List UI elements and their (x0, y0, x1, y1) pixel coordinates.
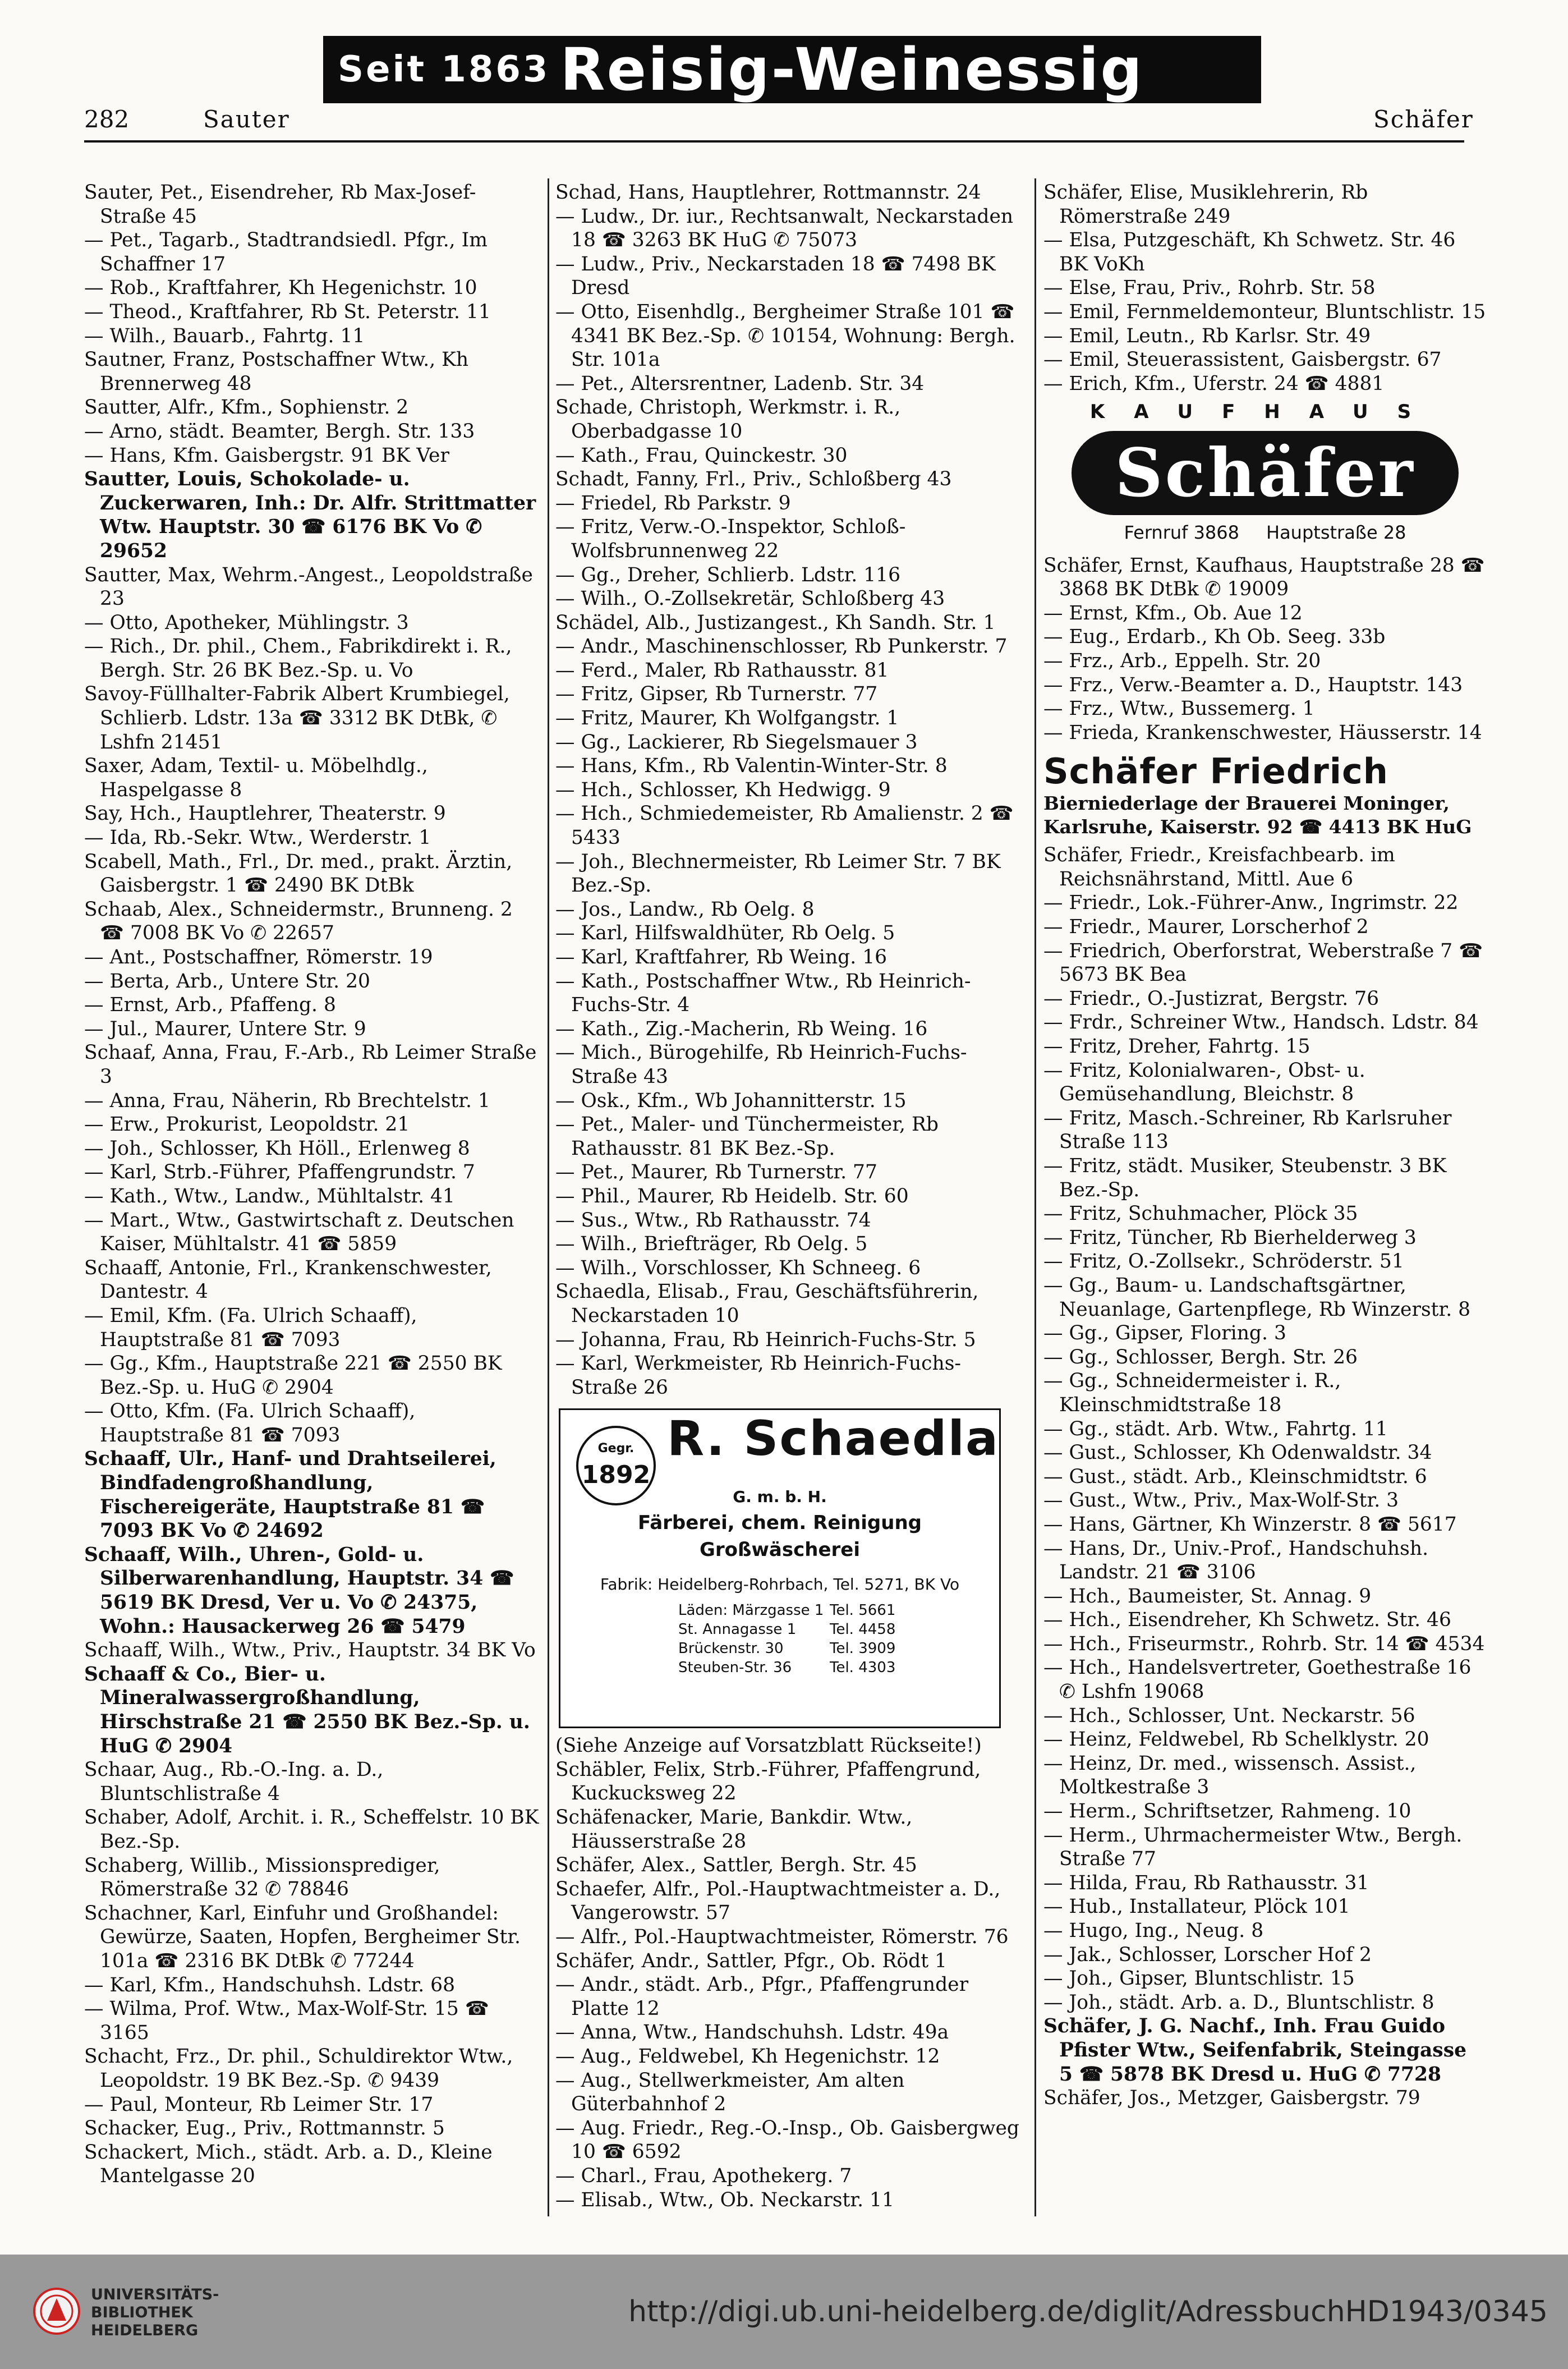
directory-entry: — Ida, Rb.-Sekr. Wtw., Werderstr. 1 (84, 827, 431, 850)
directory-entry: — Fritz, Maurer, Kh Wolfgangstr. 1 (555, 707, 899, 730)
shop-phone: Tel. 3909 (830, 1640, 896, 1658)
directory-entry: — Else, Frau, Priv., Rohrb. Str. 58 (1043, 277, 1376, 300)
directory-entry: — Anna, Frau, Näherin, Rb Brechtelstr. 1 (84, 1089, 490, 1112)
column-divider (548, 178, 549, 2216)
directory-entry: Schaaff, Ulr., Hanf- und Drahtseilerei, Bindfadengroßhandlung, Fischereigeräte, Hauptstraße 81 ☎ 7093 BK Vo ✆ 24692 (84, 1448, 496, 1542)
banner-since: Seit 1863 (338, 49, 550, 90)
directory-entry: — Gg., Dreher, Schlierb. Ldstr. 116 (555, 563, 901, 586)
directory-entry: Schaefer, Alfr., Pol.-Hauptwachtmeister a. D., Vangerowstr. 57 (555, 1877, 1001, 1925)
directory-entry: — Fritz, städt. Musiker, Steubenstr. 3 BK Bez.-Sp. (1043, 1155, 1447, 1201)
directory-entry: — Rich., Dr. phil., Chem., Fabrikdirekt i. R., Bergh. Str. 26 BK Bez.-Sp. u. Vo (84, 635, 512, 682)
directory-entry: — Phil., Maurer, Rb Heidelb. Str. 60 (555, 1184, 909, 1208)
directory-entry: — Jul., Maurer, Untere Str. 9 (84, 1017, 366, 1040)
shop-phone: Tel. 5661 (830, 1602, 896, 1619)
directory-entry: — Mich., Bürogehilfe, Rb Heinrich-Fuchs-Straße 43 (555, 1041, 967, 1088)
directory-entry: — Ferd., Maler, Rb Rathausstr. 81 (555, 659, 889, 682)
directory-entry: — Gg., städt. Arb. Wtw., Fahrtg. 11 (1043, 1417, 1388, 1440)
directory-entry: — Wilma, Prof. Wtw., Max-Wolf-Str. 15 ☎ 3165 (84, 1998, 489, 2044)
directory-entry: — Fritz, Dreher, Fahrtg. 15 (1043, 1035, 1311, 1058)
entry-list (1043, 181, 1487, 396)
directory-entry: — Wilh., O.-Zollsekretär, Schloßberg 43 (555, 587, 945, 610)
directory-entry: — Hch., Baumeister, St. Annag. 9 (1043, 1585, 1372, 1608)
directory-entry: — Emil, Leutn., Rb Karlsr. Str. 49 (1043, 324, 1371, 347)
ad-factory-line: Fabrik: Heidelberg-Rohrbach, Tel. 5271, BK Vo (600, 1575, 960, 1594)
ad-kaufhaus-label: KAUFHAUS (1089, 401, 1441, 424)
directory-entry: — Friedrich, Oberforstrat, Weberstraße 7 ☎ 5673 BK Bea (1043, 939, 1483, 986)
directory-entry: — Rob., Kraftfahrer, Kh Hegenichstr. 10 (84, 277, 477, 300)
directory-entry: — Kath., Frau, Quinckestr. 30 (555, 444, 848, 467)
directory-entry: — Hch., Eisendreher, Kh Schwetz. Str. 46 (1043, 1609, 1451, 1632)
directory-entry: — Hans, Dr., Univ.-Prof., Handschuhsh. Landstr. 21 ☎ 3106 (1043, 1537, 1429, 1584)
directory-entry: — Aug., Feldwebel, Kh Hegenichstr. 12 (555, 2045, 940, 2068)
ad-services: Färberei, chem. Reinigung (637, 1512, 922, 1535)
directory-entry: — Friedr., Lok.-Führer-Anw., Ingrimstr. 22 (1043, 892, 1459, 915)
directory-entry: — Mart., Wtw., Gastwirtschaft z. Deutschen Kaiser, Mühltalstr. 41 ☎ 5859 (84, 1209, 514, 1256)
directory-entry: — Frz., Wtw., Bussemerg. 1 (1043, 697, 1315, 720)
directory-entry: Schaaff, Wilh., Uhren-, Gold- u. Silberwarenhandlung, Hauptstr. 34 ☎ 5619 BK Dresd, Ver u. Vo ✆ 24375, Wohn.: Hausackerweg 26 ☎ 5479 (84, 1543, 514, 1638)
directory-entry: Schad, Hans, Hauptlehrer, Rottmannstr. 24 (555, 181, 981, 204)
directory-entry: Schaaff & Co., Bier- u. Mineralwassergroßhandlung, Hirschstraße 21 ☎ 2550 BK Bez.-Sp. u. HuG ✆ 2904 (84, 1663, 530, 1757)
directory-entry: — Emil, Steuerassistent, Gaisbergstr. 67 (1043, 348, 1442, 371)
directory-entry: — Anna, Wtw., Handschuhsh. Ldstr. 49a (555, 2021, 949, 2044)
ad-address: Hauptstraße 28 (1266, 521, 1406, 543)
directory-entry: — Hans, Kfm., Rb Valentin-Winter-Str. 8 (555, 755, 948, 778)
shop-row (678, 1639, 931, 1658)
directory-entry: — Pet., Maurer, Rb Turnerstr. 77 (555, 1161, 877, 1184)
directory-entry: Schaedla, Elisab., Frau, Geschäftsführerin, Neckarstaden 10 (555, 1280, 979, 1327)
directory-entry: — Karl, Werkmeister, Rb Heinrich-Fuchs-Straße 26 (555, 1352, 962, 1399)
kaufhaus-schaefer-advertisement (1043, 400, 1487, 544)
directory-entry: — Sus., Wtw., Rb Rathausstr. 74 (555, 1209, 871, 1232)
directory-entry: Schäfer, J. G. Nachf., Inh. Frau Guido Pfister Wtw., Seifenfabrik, Steingasse 5 ☎ 5878 BK Dresd u. HuG ✆ 7728 (1043, 2015, 1467, 2086)
directory-entry: — Karl, Kraftfahrer, Rb Weing. 16 (555, 946, 888, 968)
directory-entry: — Frieda, Krankenschwester, Häusserstr. 14 (1043, 721, 1482, 744)
directory-entry: — Fritz, Gipser, Rb Turnerstr. 77 (555, 683, 878, 706)
directory-entry: Schäfer, Jos., Metzger, Gaisbergstr. 79 (1043, 2087, 1420, 2110)
shop-row (678, 1658, 931, 1677)
directory-entry: — Friedr., Maurer, Lorscherhof 2 (1043, 916, 1369, 939)
shop-address: Läden: Märzgasse 1 (678, 1602, 824, 1619)
directory-entry: — Osk., Kfm., Wb Johannitterstr. 15 (555, 1089, 907, 1112)
ad-phone: Fernruf 3868 (1124, 521, 1239, 543)
schaedla-advertisement (559, 1408, 1001, 1728)
source-url-link[interactable]: http://digi.ub.uni-heidelberg.de/diglit/AdressbuchHD1943/0345 (628, 2295, 1548, 2329)
directory-entry: — Jak., Schlosser, Lorscher Hof 2 (1043, 1943, 1372, 1966)
directory-entry: Schade, Christoph, Werkmstr. i. R., Oberbadgasse 10 (555, 396, 901, 443)
footer-bar (0, 2255, 1568, 2369)
directory-entry: — Otto, Eisenhdlg., Bergheimer Straße 101 ☎ 4341 BK Bez.-Sp. ✆ 10154, Wohnung: Bergh. Str. 101a (555, 300, 1015, 371)
column-3 (1043, 181, 1487, 2110)
directory-entry: Sauter, Pet., Eisendreher, Rb Max-Josef-Straße 45 (84, 181, 476, 228)
directory-entry: — Arno, städt. Beamter, Bergh. Str. 133 (84, 420, 475, 443)
directory-entry: Scabell, Math., Frl., Dr. med., prakt. Ärztin, Gaisbergstr. 1 ☎ 2490 BK DtBk (84, 850, 513, 897)
directory-entry: — Frz., Verw.-Beamter a. D., Hauptstr. 143 (1043, 673, 1463, 696)
ad-title: Schäfer Friedrich (1043, 751, 1388, 792)
entry-list (84, 181, 540, 2188)
directory-entry: — Gg., Lackierer, Rb Siegelsmauer 3 (555, 731, 918, 754)
directory-entry: Schaaf, Anna, Frau, F.-Arb., Rb Leimer Straße 3 (84, 1041, 537, 1088)
directory-entry: — Hans, Gärtner, Kh Winzerstr. 8 ☎ 5617 (1043, 1513, 1457, 1536)
directory-entry: Sautner, Franz, Postschaffner Wtw., Kh Brennerweg 48 (84, 348, 469, 395)
running-head-right: Schäfer (1373, 105, 1474, 133)
directory-entry: — Fritz, Masch.-Schreiner, Rb Karlsruher Straße 113 (1043, 1107, 1452, 1154)
directory-entry: — Karl, Strb.-Führer, Pfaffengrundstr. 7 (84, 1161, 475, 1184)
directory-entry: — Jos., Landw., Rb Oelg. 8 (555, 898, 815, 921)
directory-entry: — Elsa, Putzgeschäft, Kh Schwetz. Str. 46 BK VoKh (1043, 229, 1456, 276)
directory-entry: — Gg., Kfm., Hauptstraße 221 ☎ 2550 BK Bez.-Sp. u. HuG ✆ 2904 (84, 1352, 502, 1399)
directory-entry: — Joh., städt. Arb. a. D., Bluntschlistr. 8 (1043, 1991, 1434, 2014)
entry-list (555, 181, 1021, 1399)
directory-entry: — Fritz, Verw.-O.-Inspektor, Schloß-Wolfsbrunnenweg 22 (555, 516, 906, 562)
directory-entry: Schaberg, Willib., Missionsprediger, Römerstraße 32 ✆ 78846 (84, 1854, 440, 1901)
ad-legal-form: G. m. b. H. (733, 1487, 827, 1507)
directory-entry: — Kath., Postschaffner Wtw., Rb Heinrich-Fuchs-Str. 4 (555, 970, 971, 1017)
directory-entry: — Fritz, O.-Zollsekr., Schröderstr. 51 (1043, 1250, 1404, 1273)
directory-entry: — Joh., Blechnermeister, Rb Leimer Str. 7 BK Bez.-Sp. (555, 850, 1001, 897)
directory-entry: — Kath., Zig.-Macherin, Rb Weing. 16 (555, 1017, 928, 1040)
ad-contact (1043, 521, 1487, 545)
directory-entry: — Erich, Kfm., Uferstr. 24 ☎ 4881 (1043, 372, 1385, 395)
shop-address: St. Annagasse 1 (678, 1621, 797, 1638)
institution-line: BIBLIOTHEK (91, 2304, 193, 2321)
shop-phone: Tel. 4458 (830, 1621, 896, 1638)
shop-row (678, 1620, 931, 1639)
directory-entry: Schackert, Mich., städt. Arb. a. D., Kleine Mantelgasse 20 (84, 2141, 493, 2188)
directory-entry: — Gust., Wtw., Priv., Max-Wolf-Str. 3 (1043, 1489, 1399, 1512)
directory-entry: — Berta, Arb., Untere Str. 20 (84, 970, 370, 993)
directory-entry: — Johanna, Frau, Rb Heinrich-Fuchs-Str. 5 (555, 1328, 976, 1351)
directory-entry: — Fritz, Schuhmacher, Plöck 35 (1043, 1202, 1358, 1225)
directory-entry: — Pet., Maler- und Tünchermeister, Rb Rathausstr. 81 BK Bez.-Sp. (555, 1113, 939, 1160)
directory-entry: — Joh., Gipser, Bluntschlistr. 15 (1043, 1967, 1355, 1990)
entry-list (1043, 843, 1487, 2110)
directory-entry: Schachner, Karl, Einfuhr und Großhandel: Gewürze, Saaten, Hopfen, Bergheimer Str. 101a ☎ 2316 BK DtBk ✆ 77244 (84, 1902, 521, 1972)
directory-entry: — Friedel, Rb Parkstr. 9 (555, 492, 791, 515)
university-seal-icon (33, 2287, 81, 2335)
directory-entry: Sautter, Louis, Schokolade- u. Zuckerwaren, Inh.: Dr. Alfr. Strittmatter Wtw. Hauptstr. 30 ☎ 6176 BK Vo ✆ 29652 (84, 468, 536, 562)
directory-entry: — Aug. Friedr., Reg.-O.-Insp., Ob. Gaisbergweg 10 ☎ 6592 (555, 2117, 1019, 2164)
directory-entry: — Emil, Fernmeldemonteur, Bluntschlistr. 15 (1043, 300, 1486, 323)
directory-entry: — Ernst, Arb., Pfaffeng. 8 (84, 994, 336, 1017)
header-rule (84, 140, 1464, 143)
directory-entry: — Gg., Baum- u. Landschaftsgärtner, Neuanlage, Gartenpflege, Rb Winzerstr. 8 (1043, 1274, 1471, 1321)
directory-entry: Schädel, Alb., Justizangest., Kh Sandh. Str. 1 (555, 611, 996, 634)
directory-entry: — Andr., Maschinenschlosser, Rb Punkerstr. 7 (555, 635, 1008, 658)
directory-entry: — Erw., Prokurist, Leopoldstr. 21 (84, 1113, 410, 1136)
directory-entry: — Hch., Schlosser, Kh Hedwigg. 9 (555, 778, 891, 801)
directory-entry: Say, Hch., Hauptlehrer, Theaterstr. 9 (84, 802, 446, 825)
ad-services-2: Großwäscherei (700, 1539, 860, 1562)
directory-entry: — Ernst, Kfm., Ob. Aue 12 (1043, 602, 1303, 625)
directory-entry: — Elisab., Wtw., Ob. Neckarstr. 11 (555, 2188, 894, 2211)
directory-entry: — Pet., Tagarb., Stadtrandsiedl. Pfgr., Im Schaffner 17 (84, 229, 488, 276)
directory-entry: — Alfr., Pol.-Hauptwachtmeister, Römerstr. 76 (555, 1926, 1009, 1949)
directory-entry: — Hans, Kfm. Gaisbergstr. 91 BK Ver (84, 444, 449, 467)
directory-entry: — Charl., Frau, Apothekerg. 7 (555, 2164, 852, 2187)
directory-entry: — Hch., Friseurmstr., Rohrb. Str. 14 ☎ 4534 (1043, 1632, 1485, 1655)
ad-logo: Schäfer (1072, 431, 1459, 515)
directory-entry: — Otto, Kfm. (Fa. Ulrich Schaaff), Hauptstraße 81 ☎ 7093 (84, 1400, 416, 1447)
banner (323, 36, 1261, 103)
directory-entry: — Heinz, Feldwebel, Rb Schelklystr. 20 (1043, 1728, 1429, 1751)
directory-entry: — Eug., Erdarb., Kh Ob. Seeg. 33b (1043, 626, 1386, 649)
directory-entry: — Ludw., Dr. iur., Rechtsanwalt, Neckarstaden 18 ☎ 3263 BK HuG ✆ 75073 (555, 205, 1014, 252)
directory-entry: — Karl, Kfm., Handschuhsh. Ldstr. 68 (84, 1973, 456, 1996)
schaefer-friedrich-advertisement (1043, 751, 1487, 839)
seal-label: Gegr. (597, 1441, 634, 1456)
directory-entry: Sautter, Alfr., Kfm., Sophienstr. 2 (84, 396, 409, 419)
directory-entry: — Karl, Hilfswaldhüter, Rb Oelg. 5 (555, 922, 895, 945)
institution-name (91, 2286, 219, 2340)
directory-entry: — Wilh., Bauarb., Fahrtg. 11 (84, 324, 365, 347)
directory-entry: — Gust., Schlosser, Kh Odenwaldstr. 34 (1043, 1441, 1432, 1464)
directory-entry: Schaab, Alex., Schneidermstr., Brunneng. 2 ☎ 7008 BK Vo ✆ 22657 (84, 898, 513, 945)
directory-entry: Schäfer, Alex., Sattler, Bergh. Str. 45 (555, 1854, 917, 1877)
institution-line: HEIDELBERG (91, 2322, 199, 2339)
directory-entry: Schäfer, Andr., Sattler, Pfgr., Ob. Rödt 1 (555, 1949, 947, 1972)
directory-entry: — Friedr., O.-Justizrat, Bergstr. 76 (1043, 987, 1380, 1010)
directory-entry: — Kath., Wtw., Landw., Mühltalstr. 41 (84, 1184, 455, 1208)
directory-entry: Saxer, Adam, Textil- u. Möbelhdlg., Haspelgasse 8 (84, 755, 428, 801)
column-divider (1034, 178, 1036, 2216)
directory-entry: — Frdr., Schreiner Wtw., Handsch. Ldstr. 84 (1043, 1011, 1479, 1034)
page-number: 282 (84, 105, 130, 133)
directory-entry: — Wilh., Vorschlosser, Kh Schneeg. 6 (555, 1256, 921, 1279)
column-1 (84, 181, 540, 2188)
directory-entry: — Pet., Altersrentner, Ladenb. Str. 34 (555, 372, 925, 395)
directory-entry: (Siehe Anzeige auf Vorsatzblatt Rückseite!) (555, 1734, 982, 1757)
directory-entry: — Otto, Apotheker, Mühlingstr. 3 (84, 611, 409, 634)
directory-entry: — Herm., Uhrmachermeister Wtw., Bergh. Straße 77 (1043, 1824, 1463, 1871)
directory-entry: — Paul, Monteur, Rb Leimer Str. 17 (84, 2093, 434, 2116)
directory-entry: Schacht, Frz., Dr. phil., Schuldirektor Wtw., Leopoldstr. 19 BK Bez.-Sp. ✆ 9439 (84, 2045, 513, 2092)
directory-entry: — Gg., Gipser, Floring. 3 (1043, 1322, 1286, 1345)
directory-entry: — Theod., Kraftfahrer, Rb St. Peterstr. 11 (84, 300, 491, 323)
directory-entry: — Hugo, Ing., Neug. 8 (1043, 1920, 1264, 1942)
directory-entry: Schaar, Aug., Rb.-O.-Ing. a. D., Bluntschlistraße 4 (84, 1759, 384, 1805)
directory-entry: — Fritz, Tüncher, Rb Bierhelderweg 3 (1043, 1226, 1417, 1249)
directory-entry: Sautter, Max, Wehrm.-Angest., Leopoldstraße 23 (84, 563, 533, 610)
directory-entry: — Hch., Handelsvertreter, Goethestraße 16 ✆ Lshfn 19068 (1043, 1656, 1472, 1704)
directory-entry: — Hch., Schmiedemeister, Rb Amalienstr. 2 ☎ 5433 (555, 802, 1014, 850)
entry-list (555, 1734, 1021, 2212)
directory-entry: — Heinz, Dr. med., wissensch. Assist., Moltkestraße 3 (1043, 1752, 1417, 1799)
directory-entry: — Frz., Arb., Eppelh. Str. 20 (1043, 649, 1321, 672)
running-head-left: Sauter (203, 105, 290, 133)
directory-entry: — Gg., Schlosser, Bergh. Str. 26 (1043, 1346, 1358, 1369)
shop-row (678, 1601, 931, 1620)
directory-entry: — Hub., Installateur, Plöck 101 (1043, 1895, 1350, 1918)
shop-address: Steuben-Str. 36 (678, 1659, 792, 1677)
directory-entry: — Hch., Schlosser, Unt. Neckarstr. 56 (1043, 1704, 1415, 1727)
directory-entry: Schaaff, Antonie, Frl., Krankenschwester, Dantestr. 4 (84, 1256, 492, 1303)
seal-year: 1892 (581, 1460, 651, 1489)
ad-subtitle: Bierniederlage der Brauerei Moninger, Karlsruhe, Kaiserstr. 92 ☎ 4413 BK HuG (1043, 792, 1472, 838)
directory-entry: Schäfer, Ernst, Kaufhaus, Hauptstraße 28 ☎ 3868 BK DtBk ✆ 19009 (1043, 554, 1485, 601)
ad-shop-list (678, 1601, 931, 1677)
entry-list (1043, 554, 1487, 745)
directory-entry: — Emil, Kfm. (Fa. Ulrich Schaaff), Hauptstraße 81 ☎ 7093 (84, 1304, 417, 1351)
shop-phone: Tel. 4303 (830, 1659, 896, 1677)
directory-entry: — Aug., Stellwerkmeister, Am alten Güterbahnhof 2 (555, 2069, 905, 2116)
directory-entry: Schäbler, Felix, Strb.-Führer, Pfaffengrund, Kuckucksweg 22 (555, 1758, 981, 1805)
directory-entry: — Andr., städt. Arb., Pfgr., Pfaffengrunder Platte 12 (555, 1973, 969, 2020)
shop-address: Brückenstr. 30 (678, 1640, 784, 1658)
directory-entry: Schäfer, Elise, Musiklehrerin, Rb Römerstraße 249 (1043, 181, 1368, 228)
column-2 (555, 181, 1021, 2212)
directory-entry: — Gust., städt. Arb., Kleinschmidtstr. 6 (1043, 1465, 1427, 1488)
directory-entry: Schaber, Adolf, Archit. i. R., Scheffelstr. 10 BK Bez.-Sp. (84, 1806, 539, 1853)
directory-entry: — Ant., Postschaffner, Römerstr. 19 (84, 946, 433, 968)
directory-entry: — Joh., Schlosser, Kh Höll., Erlenweg 8 (84, 1137, 470, 1160)
banner-brand: Reisig-Weinessig (560, 36, 1144, 103)
directory-entry: — Fritz, Kolonialwaren-, Obst- u. Gemüsehandlung, Bleichstr. 8 (1043, 1059, 1365, 1106)
directory-entry: — Gg., Schneidermeister i. R., Kleinschmidtstraße 18 (1043, 1370, 1341, 1416)
directory-entry: — Ludw., Priv., Neckarstaden 18 ☎ 7498 BK Dresd (555, 252, 996, 300)
directory-entry: Schäfenacker, Marie, Bankdir. Wtw., Häusserstraße 28 (555, 1806, 913, 1853)
directory-entry: Savoy-Füllhalter-Fabrik Albert Krumbiegel, Schlierb. Ldstr. 13a ☎ 3312 BK DtBk, ✆ Lshfn 21451 (84, 683, 510, 754)
directory-entry: Schäfer, Friedr., Kreisfachbearb. im Reichsnährstand, Mittl. Aue 6 (1043, 844, 1395, 890)
institution-line: UNIVERSITÄTS- (91, 2286, 219, 2303)
directory-entry: Schadt, Fanny, Frl., Priv., Schloßberg 43 (555, 468, 952, 491)
directory-entry: Schaaff, Wilh., Wtw., Priv., Hauptstr. 34 BK Vo (84, 1639, 536, 1662)
directory-entry: — Herm., Schriftsetzer, Rahmeng. 10 (1043, 1800, 1411, 1823)
directory-entry: Schacker, Eug., Priv., Rottmannstr. 5 (84, 2117, 445, 2140)
directory-entry: — Hilda, Frau, Rb Rathausstr. 31 (1043, 1871, 1369, 1894)
directory-entry: — Wilh., Briefträger, Rb Oelg. 5 (555, 1233, 868, 1256)
ad-company-name: R. Schaedla (667, 1411, 1000, 1467)
